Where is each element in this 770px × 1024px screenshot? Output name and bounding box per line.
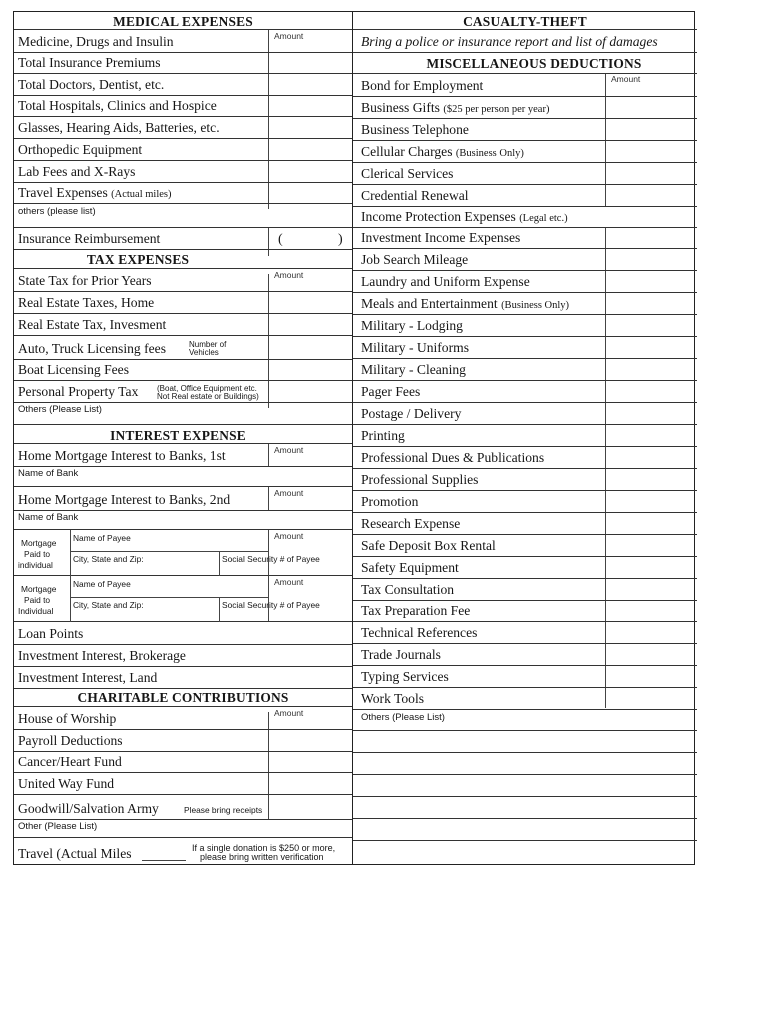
misc-row <box>353 535 697 557</box>
mortgage-label: Mortgage <box>21 584 57 594</box>
mortgage-label: Paid to <box>24 595 51 605</box>
medical-row <box>14 161 352 183</box>
misc-header: MISCELLANEOUS DEDUCTIONS <box>426 56 642 71</box>
others-label: Other (Please List) <box>18 821 98 832</box>
medical-label: Total Hospitals, Clinics and Hospice <box>18 98 217 113</box>
misc-row <box>353 688 697 710</box>
misc-row <box>353 513 697 535</box>
misc-row <box>353 163 697 185</box>
misc-label: Trade Journals <box>361 647 441 662</box>
medical-row <box>14 74 352 96</box>
interest-row <box>14 487 352 511</box>
charity-label: House of Worship <box>18 711 117 726</box>
misc-label: Work Tools <box>361 691 425 706</box>
interest-row <box>14 667 352 689</box>
amount-label: Amount <box>274 531 304 541</box>
misc-row <box>353 403 697 425</box>
interest-label: Home Mortgage Interest to Banks, 2nd <box>18 492 231 507</box>
misc-row <box>353 425 697 447</box>
misc-row <box>353 293 697 315</box>
medical-label: Total Doctors, Dentist, etc. <box>18 77 165 92</box>
misc-row <box>353 315 697 337</box>
casualty-note: Bring a police or insurance report and list of damages <box>361 34 658 49</box>
divider <box>219 597 220 622</box>
amount-label: Amount <box>274 270 304 280</box>
tax-label: Real Estate Tax, Invesment <box>18 317 167 332</box>
tax-row <box>14 314 352 336</box>
tax-row <box>14 336 352 360</box>
misc-label <box>361 144 524 160</box>
tax-others-row <box>14 403 352 425</box>
tax-row <box>14 292 352 314</box>
misc-label: Military - Lodging <box>361 318 463 333</box>
misc-label: Business Telephone <box>361 122 469 137</box>
misc-label: Investment Income Expenses <box>361 230 521 245</box>
charity-others-row <box>14 820 352 837</box>
misc-row <box>353 644 697 666</box>
medical-row <box>14 96 352 117</box>
tax-header: TAX EXPENSES <box>86 252 190 267</box>
misc-label: Professional Supplies <box>361 472 479 487</box>
misc-row <box>353 447 697 469</box>
misc-row <box>353 469 697 491</box>
ppt-note: Not Real estate or Buildings) <box>157 392 259 401</box>
amount-label: Amount <box>274 708 304 718</box>
charity-label: Payroll Deductions <box>18 733 123 748</box>
interest-header: INTEREST EXPENSE <box>110 428 246 443</box>
amount-label: Amount <box>274 577 304 587</box>
divider <box>70 576 71 622</box>
misc-row <box>353 491 697 513</box>
medical-others-row <box>14 204 352 228</box>
misc-row <box>353 97 697 119</box>
misc-label: Credential Renewal <box>361 188 469 203</box>
bank-name-label: Name of Bank <box>18 512 79 523</box>
misc-row <box>353 601 697 622</box>
misc-label: Job Search Mileage <box>361 252 469 267</box>
tax-label: State Tax for Prior Years <box>18 273 152 288</box>
tax-label: Personal Property Tax <box>18 384 139 399</box>
brokerage-label: Investment Interest, Brokerage <box>18 648 186 663</box>
interest-label: Home Mortgage Interest to Banks, 1st <box>18 448 226 463</box>
misc-label: Laundry and Uniform Expense <box>361 274 530 289</box>
others-label: Others (Please List) <box>18 404 102 415</box>
payee-city-label: City, State and Zip: <box>73 600 144 610</box>
misc-row <box>353 73 697 97</box>
divider <box>70 530 71 576</box>
reimbursement-row <box>14 228 352 250</box>
charity-row <box>14 706 352 730</box>
misc-item: Business Gifts <box>361 100 440 115</box>
payee-ssn-label: Social Security # of Payee <box>222 554 320 564</box>
misc-label: Postage / Delivery <box>361 406 462 421</box>
interest-row <box>14 443 352 467</box>
charity-label: United Way Fund <box>18 776 115 791</box>
misc-label: Safe Deposit Box Rental <box>361 538 496 553</box>
medical-label: Orthopedic Equipment <box>18 142 143 157</box>
charity-header: CHARITABLE CONTRIBUTIONS <box>77 690 289 705</box>
medical-header: MEDICAL EXPENSES <box>113 14 253 29</box>
meals-note: (Business Only) <box>501 300 570 311</box>
divider <box>219 551 220 576</box>
misc-label: Technical References <box>361 625 478 640</box>
right-column <box>352 12 697 864</box>
medical-label: Glasses, Hearing Aids, Batteries, etc. <box>18 120 220 135</box>
medical-label: Total Insurance Premiums <box>18 55 161 70</box>
interest-row <box>14 645 352 667</box>
bank-name-row <box>14 511 352 530</box>
others-label: others (please list) <box>18 206 96 217</box>
misc-label: Pager Fees <box>361 384 421 399</box>
vehicles-note: Number of <box>189 340 227 349</box>
misc-label: Tax Consultation <box>361 582 455 597</box>
misc-label: Military - Uniforms <box>361 340 469 355</box>
misc-label <box>361 100 549 116</box>
misc-row <box>353 249 697 271</box>
travel-label: Travel Expenses <box>18 185 108 200</box>
donation-note: please bring written verification <box>200 852 324 862</box>
misc-label: Typing Services <box>361 669 449 684</box>
misc-row <box>353 622 697 644</box>
misc-row <box>353 185 697 207</box>
medical-row <box>14 139 352 161</box>
amount-label: Amount <box>274 488 304 498</box>
medical-label <box>18 185 172 201</box>
cellular-note: (Business Only) <box>455 148 524 159</box>
misc-row <box>353 271 697 293</box>
misc-row <box>353 557 697 579</box>
divider <box>70 597 268 598</box>
misc-blank-row <box>353 819 697 841</box>
amount-label: Amount <box>274 445 304 455</box>
casualty-row <box>353 29 697 53</box>
charity-row <box>14 752 352 773</box>
misc-row <box>353 666 697 688</box>
tax-row <box>14 381 352 403</box>
others-label: Others (Please List) <box>361 712 445 723</box>
misc-others-row <box>353 710 697 731</box>
misc-row <box>353 359 697 381</box>
medical-row <box>14 29 352 53</box>
tax-row <box>14 268 352 292</box>
medical-row <box>14 183 352 204</box>
income-note: (Legal etc.) <box>519 213 568 224</box>
misc-row <box>353 141 697 163</box>
medical-row <box>14 117 352 139</box>
tax-label: Auto, Truck Licensing fees <box>18 341 167 356</box>
misc-label: Professional Dues & Publications <box>361 450 545 465</box>
misc-label: Research Expense <box>361 516 461 531</box>
mortgage-label: Individual <box>18 606 54 616</box>
charity-row <box>14 773 352 795</box>
casualty-header: CASUALTY-THEFT <box>463 14 587 29</box>
misc-row <box>353 337 697 359</box>
misc-item: Meals and Entertainment <box>361 296 498 311</box>
misc-label: Promotion <box>361 494 419 509</box>
blank-line <box>142 860 186 861</box>
misc-blank-row <box>353 775 697 797</box>
amount-label: Amount <box>274 31 304 41</box>
misc-row <box>353 381 697 403</box>
paren-open: ( <box>278 232 283 247</box>
mortgage-label: Paid to <box>24 549 51 559</box>
misc-label: Tax Preparation Fee <box>361 603 471 618</box>
travel-note: (Actual miles) <box>111 189 172 200</box>
misc-label: Bond for Employment <box>361 78 484 93</box>
misc-blank-row <box>353 753 697 775</box>
charity-row <box>14 795 352 820</box>
deductions-form <box>13 11 695 865</box>
charity-row <box>14 730 352 752</box>
donation-note: If a single donation is $250 or more, <box>192 843 336 853</box>
mortgage-individual-block <box>14 530 352 576</box>
reimbursement-label: Insurance Reimbursement <box>18 231 161 246</box>
tax-label: Real Estate Taxes, Home <box>18 295 155 310</box>
travel-label: Travel (Actual Miles <box>18 846 132 861</box>
misc-label <box>361 296 569 312</box>
medical-label: Medicine, Drugs and Insulin <box>18 34 174 49</box>
misc-blank-row <box>353 797 697 819</box>
misc-label: Military - Cleaning <box>361 362 466 377</box>
vehicles-note: Vehicles <box>189 348 219 357</box>
payee-ssn-label: Social Security # of Payee <box>222 600 320 610</box>
misc-label: Printing <box>361 428 405 443</box>
mortgage-label: Mortgage <box>21 538 57 548</box>
land-label: Investment Interest, Land <box>18 670 158 685</box>
misc-row <box>353 206 697 228</box>
charity-label: Goodwill/Salvation Army <box>18 801 159 816</box>
payee-name-label: Name of Payee <box>73 533 131 543</box>
charity-travel-row <box>14 837 352 866</box>
medical-label: Lab Fees and X-Rays <box>18 164 136 179</box>
misc-label <box>361 209 568 225</box>
bank-name-label: Name of Bank <box>18 468 79 479</box>
mortgage-individual-block <box>14 576 352 622</box>
ppt-note: (Boat, Office Equipment etc. <box>157 384 257 393</box>
medical-row <box>14 53 352 74</box>
loan-points-label: Loan Points <box>18 626 84 641</box>
mortgage-label: individual <box>18 560 53 570</box>
misc-label: Clerical Services <box>361 166 454 181</box>
interest-row <box>14 622 352 645</box>
amount-label: Amount <box>611 74 641 84</box>
payee-city-label: City, State and Zip: <box>73 554 144 564</box>
misc-item: Cellular Charges <box>361 144 453 159</box>
misc-blank-row <box>353 731 697 753</box>
tax-label: Boat Licensing Fees <box>18 362 129 377</box>
paren-close: ) <box>338 232 343 247</box>
tax-row <box>14 360 352 381</box>
misc-label: Safety Equipment <box>361 560 459 575</box>
misc-item: Income Protection Expenses <box>361 209 516 224</box>
charity-label: Cancer/Heart Fund <box>18 754 122 769</box>
bank-name-row <box>14 467 352 487</box>
misc-row <box>353 228 697 249</box>
gifts-note: ($25 per person per year) <box>443 104 550 115</box>
left-column <box>14 12 352 864</box>
receipts-note: Please bring receipts <box>184 805 263 815</box>
divider <box>70 551 268 552</box>
misc-row <box>353 119 697 141</box>
payee-name-label: Name of Payee <box>73 579 131 589</box>
misc-row <box>353 579 697 601</box>
